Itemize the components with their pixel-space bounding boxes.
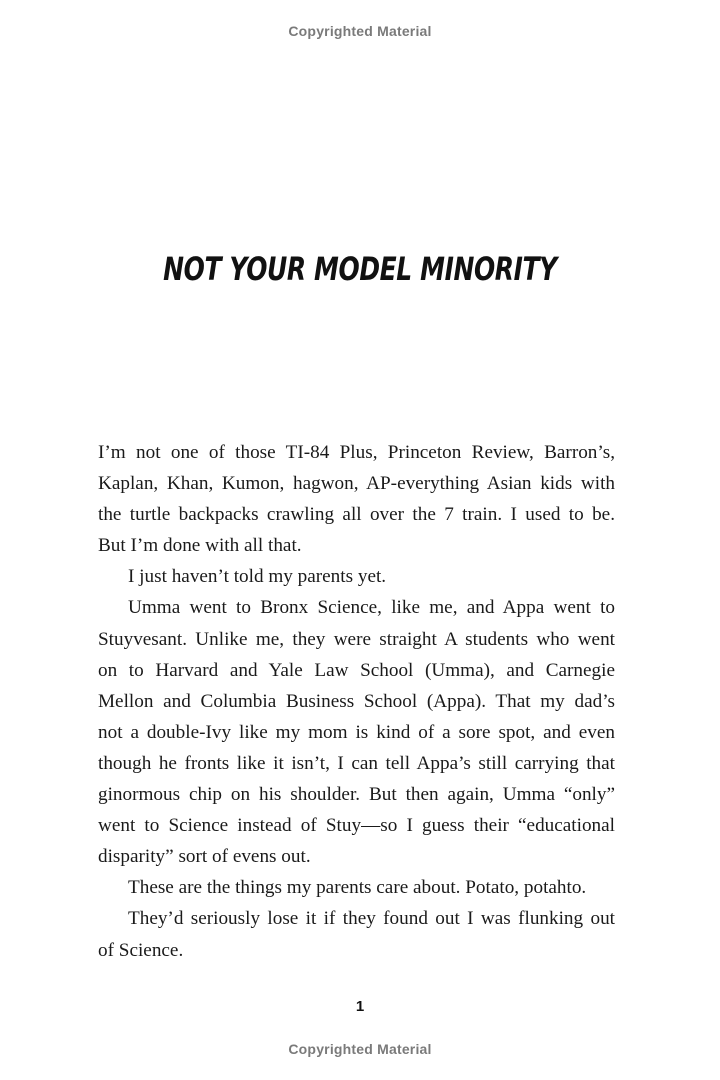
text-line: the turtle backpacks crawling all over the 7 train. I used to be. (98, 504, 615, 526)
text-line: disparity” sort of evens out. (98, 846, 311, 868)
text-line: not a double-Ivy like my mom is kind of a sore spot, and even (98, 721, 615, 743)
text-line: Mellon and Columbia Business School (Appa). That my dad’s (98, 690, 615, 712)
text-line: though he fronts like it isn’t, I can tell Appa’s still carrying that (98, 752, 615, 774)
copyright-watermark-bottom: Copyrighted Material (288, 1041, 432, 1057)
text-line: These are the things my parents care about. Potato, potahto. (128, 877, 587, 899)
text-line: ginormous chip on his shoulder. But then again, Umma “only” (98, 784, 615, 806)
page-number: 1 (355, 998, 365, 1015)
text-line: of Science. (98, 939, 184, 961)
chapter-title: NOT YOUR MODEL MINORITY (163, 250, 557, 288)
copyright-watermark-top: Copyrighted Material (288, 23, 432, 39)
text-line: But I’m done with all that. (98, 535, 302, 557)
text-line: I just haven’t told my parents yet. (128, 566, 387, 588)
text-line: I’m not one of those TI-84 Plus, Princeton Review, Barron’s, (98, 442, 615, 463)
text-line: went to Science instead of Stuy—so I guess their “educational (98, 815, 615, 837)
text-line: They’d seriously lose it if they found out I was flunking out (128, 908, 615, 930)
text-line: Umma went to Bronx Science, like me, and Appa went to (128, 597, 615, 619)
text-line: on to Harvard and Yale Law School (Umma), and Carnegie (98, 659, 615, 681)
text-line: Stuyvesant. Unlike me, they were straight A students who went (98, 628, 615, 650)
body-text (98, 437, 615, 966)
text-line: Kaplan, Khan, Kumon, hagwon, AP-everything Asian kids with (98, 473, 615, 495)
